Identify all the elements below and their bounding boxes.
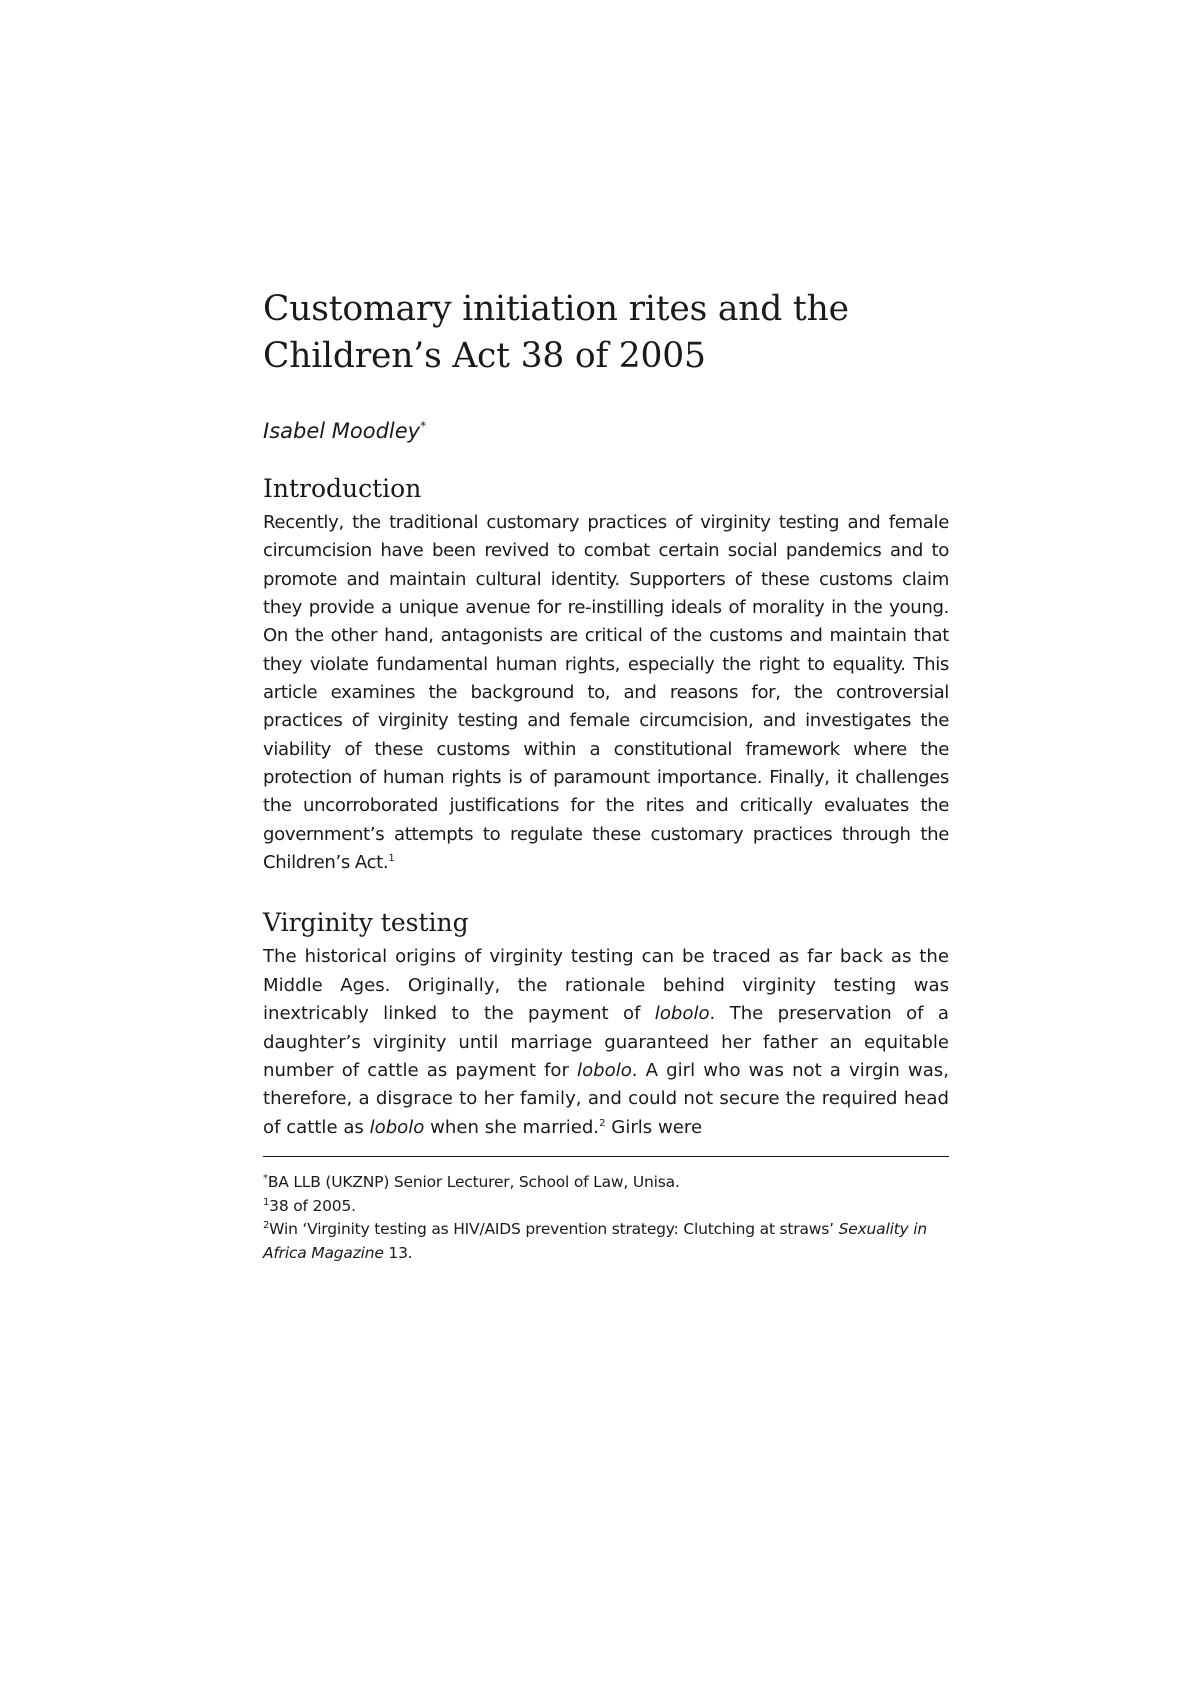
author-footnote-mark: * (420, 419, 427, 433)
footnote-author: *BA LLB (UKZNP) Senior Lecturer, School of Law, Unisa. (263, 1173, 680, 1192)
footnote-ref-2: 2 (599, 1117, 606, 1129)
title-line-2: Children’s Act 38 of 2005 (263, 336, 706, 376)
section-heading-introduction: Introduction (263, 474, 422, 503)
footnotes (263, 1171, 949, 1265)
footnote-divider (263, 1156, 949, 1158)
author-name: Isabel Moodley* (263, 419, 427, 443)
footnote-2: $^2$Win ‘Virginity testing as HIV/AIDS prevention strategy: Clutching at straws’ Sexuality in Africa Magazine 13. (263, 1220, 927, 1262)
virginity-testing-paragraph: The historical origins of virginity testing can be traced as far back as the Middle Ages. Originally, the rationale behind virginity testing was inextricably linked to the payment of lobolo. The preservation of a daughter’s virginity until marriage guaranteed her father an equitable number of cattle as payment for lobolo. A girl who was not a virgin was, therefore, a disgrace to her family, and could not secure the required head of cattle as lobolo when she married.$^2$ Girls were (263, 946, 949, 1138)
term-lobolo: lobolo (369, 1116, 425, 1138)
title-line-1: Customary initiation rites and the (263, 289, 849, 329)
article-title (263, 286, 949, 380)
footnote-1: $^1$38 of 2005. (263, 1196, 356, 1215)
footnote-ref-1: 1 (388, 853, 395, 865)
introduction-paragraph: Recently, the traditional customary practices of virginity testing and female circumcision have been revived to combat certain social pandemics and to promote and maintain cultural identity. Supporters of these customs claim they provide a unique avenue for re-instilling ideals of morality in the young. On the other hand, antagonists are critical of the customs and maintain that they violate fundamental human rights, especially the right to equality. This article examines the background to, and reasons for, the controversial practices of virginity testing and female circumcision, and investigates the viability of these customs within a constitutional framework where the protection of human rights is of paramount importance. Finally, it challenges the uncorroborated justifications for the rites and critically evaluates the government’s attempts to regulate these customary practices through the Children’s Act.$^1$ (263, 512, 949, 874)
term-lobolo: lobolo (654, 1003, 710, 1025)
term-lobolo: lobolo (577, 1059, 632, 1081)
section-heading-virginity-testing: Virginity testing (263, 908, 469, 938)
article-page (263, 286, 949, 1265)
